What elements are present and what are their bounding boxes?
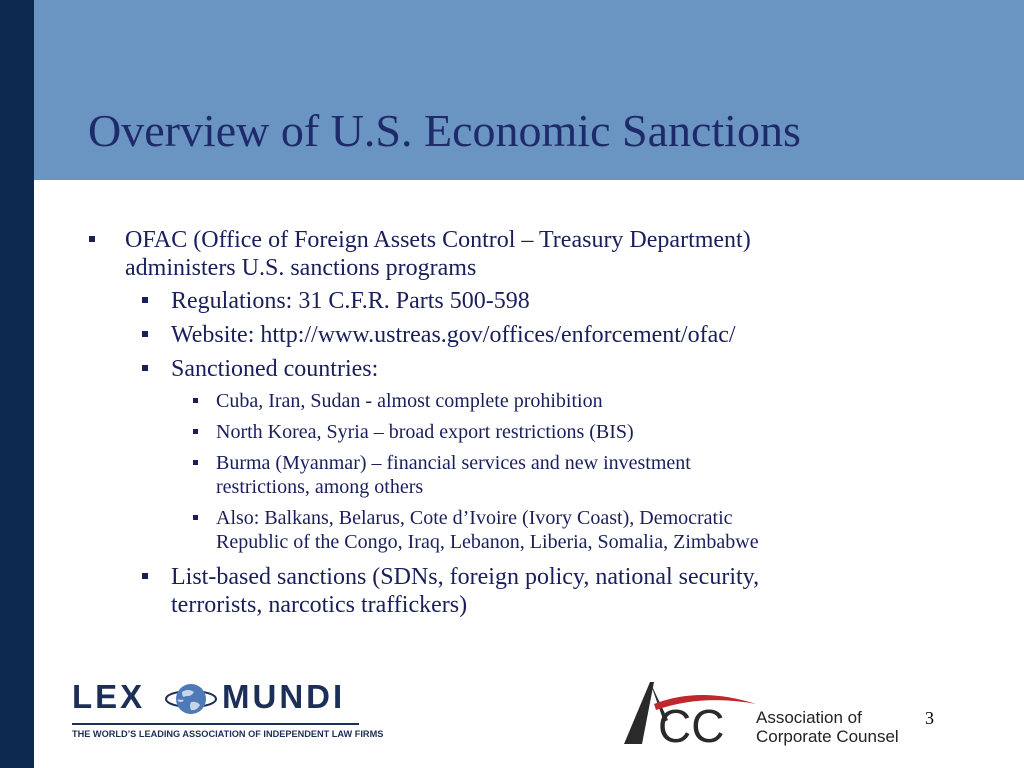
lex-mundi-tagline: THE WORLD’S LEADING ASSOCIATION OF INDEPENDENT LAW FIRMS — [72, 729, 384, 739]
globe-icon — [164, 678, 218, 720]
acc-name-line1: Association of — [756, 708, 862, 727]
bullet-list-based-line2: terrorists, narcotics traffickers) — [171, 592, 468, 618]
acc-mark-icon — [620, 680, 756, 746]
bullet-also-line1: Also: Balkans, Belarus, Cote d’Ivoire (Ivory Coast), Democratic — [216, 507, 733, 529]
page-number: 3 — [925, 708, 934, 728]
left-accent-bar — [0, 0, 34, 768]
bullet-marker — [142, 573, 148, 579]
bullet-marker — [142, 297, 148, 303]
bullet-burma-line1: Burma (Myanmar) – financial services and new investment — [216, 452, 691, 474]
bullet-ofac-line1: OFAC (Office of Foreign Assets Control – Treasury Department) — [125, 227, 751, 253]
bullet-website: Website: http://www.ustreas.gov/offices/enforcement/ofac/ — [171, 322, 736, 348]
bullet-marker — [142, 331, 148, 337]
bullet-ofac-line2: administers U.S. sanctions programs — [125, 255, 477, 281]
bullet-regulations: Regulations: 31 C.F.R. Parts 500-598 — [171, 288, 530, 314]
bullet-marker — [193, 515, 198, 520]
acc-name — [756, 708, 899, 746]
lex-mundi-logo — [72, 678, 384, 744]
bullet-sanctioned-countries: Sanctioned countries: — [171, 356, 379, 382]
bullet-marker — [193, 460, 198, 465]
acc-logo — [620, 680, 910, 750]
bullet-marker — [89, 236, 95, 242]
bullet-cuba-iran-sudan: Cuba, Iran, Sudan - almost complete prohibition — [216, 390, 603, 412]
lex-word-left: LEX — [72, 678, 146, 715]
acc-letters: CC — [658, 700, 725, 746]
slide-title: Overview of U.S. Economic Sanctions — [88, 105, 801, 156]
bullet-list-based-line1: List-based sanctions (SDNs, foreign policy, national security, — [171, 564, 760, 590]
bullet-burma-line2: restrictions, among others — [216, 476, 424, 498]
bullet-marker — [193, 398, 198, 403]
bullet-north-korea-syria: North Korea, Syria – broad export restrictions (BIS) — [216, 421, 634, 443]
bullet-also-line2: Republic of the Congo, Iraq, Lebanon, Liberia, Somalia, Zimbabwe — [216, 531, 759, 553]
bullet-marker — [193, 429, 198, 434]
lex-word-right: MUNDI — [222, 678, 346, 715]
logo-divider — [72, 723, 359, 725]
acc-name-line2: Corporate Counsel — [756, 727, 899, 746]
bullet-marker — [142, 365, 148, 371]
